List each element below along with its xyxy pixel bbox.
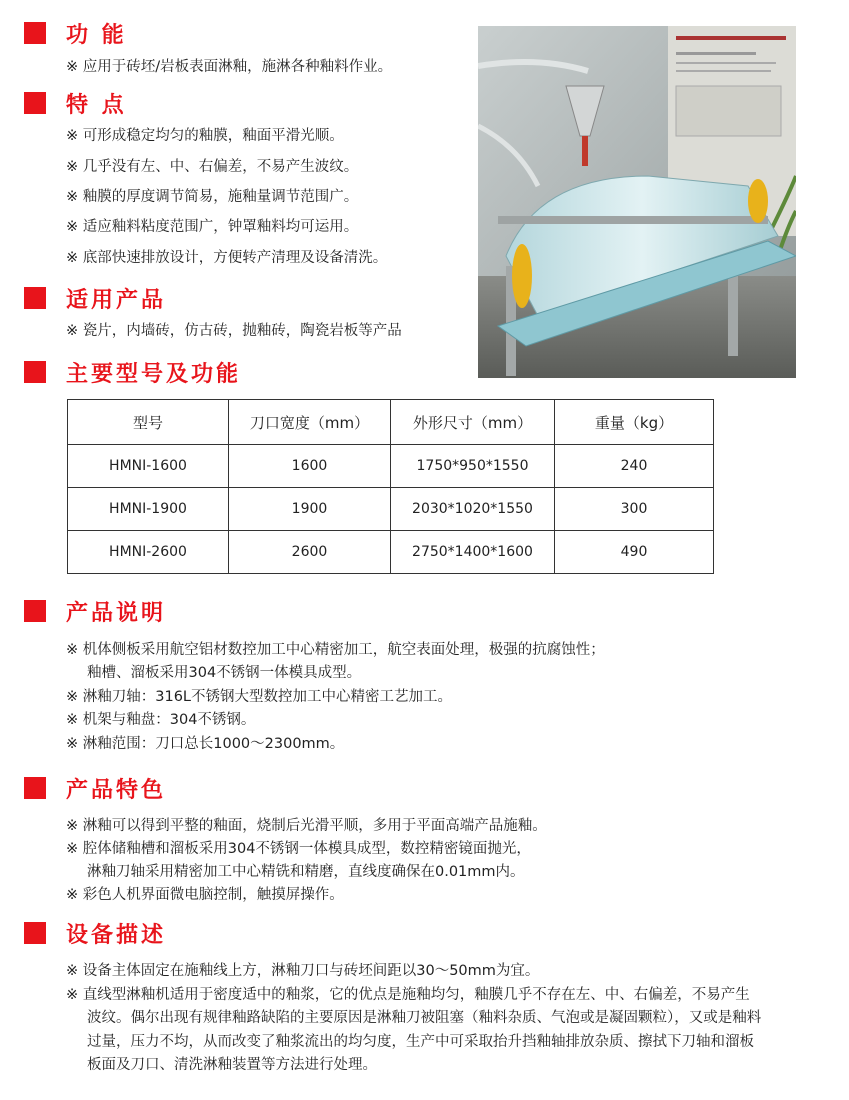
table-cell: 490 bbox=[555, 531, 714, 574]
table-cell: 2600 bbox=[229, 531, 391, 574]
description-line: ※ 机体侧板采用航空铝材数控加工中心精密加工，航空表面处理，极强的抗腐蚀性； bbox=[66, 642, 605, 658]
section-heading-function bbox=[24, 18, 127, 48]
description-line: ※ 机架与釉盘：304不锈钢。 bbox=[66, 712, 256, 728]
section-heading-description bbox=[24, 596, 166, 626]
red-square-marker bbox=[24, 361, 46, 383]
table-cell: 2750*1400*1600 bbox=[391, 531, 555, 574]
description-line: 釉槽、溜板采用304不锈钢一体模具成型。 bbox=[87, 665, 362, 681]
feature-line: ※ 可形成稳定均匀的釉膜，釉面平滑光顺。 bbox=[66, 128, 344, 144]
equipment-line: 板面及刀口、清洗淋釉装置等方法进行处理。 bbox=[87, 1057, 377, 1073]
section-heading-characteristics bbox=[24, 773, 166, 803]
section-heading-applicable bbox=[24, 283, 166, 313]
section-title: 功 能 bbox=[66, 22, 127, 48]
feature-line: ※ 几乎没有左、中、右偏差，不易产生波纹。 bbox=[66, 159, 359, 175]
table-cell: 1600 bbox=[229, 445, 391, 488]
section-title: 适用产品 bbox=[66, 287, 167, 313]
function-line: ※ 应用于砖坯/岩板表面淋釉，施淋各种釉料作业。 bbox=[66, 59, 393, 75]
table-cell: 1900 bbox=[229, 488, 391, 531]
equipment-line: 波纹。偶尔出现有规律釉路缺陷的主要原因是淋釉刀被阻塞（釉料杂质、气泡或是凝固颗粒），又或是釉料 bbox=[87, 1010, 762, 1026]
table-header-cell: 刀口宽度（mm） bbox=[229, 400, 391, 445]
table-cell: HMNI-1900 bbox=[68, 488, 229, 531]
table-header-cell: 重量（kg） bbox=[555, 400, 714, 445]
feature-line: ※ 底部快速排放设计，方便转产清理及设备清洗。 bbox=[66, 250, 388, 266]
description-line: ※ 淋釉范围：刀口总长1000～2300mm。 bbox=[66, 736, 345, 752]
table-row bbox=[68, 445, 714, 488]
table-row bbox=[68, 488, 714, 531]
table-header-row bbox=[68, 400, 714, 445]
table-header-cell: 外形尺寸（mm） bbox=[391, 400, 555, 445]
table-cell: 240 bbox=[555, 445, 714, 488]
table-header-cell: 型号 bbox=[68, 400, 229, 445]
product-photo bbox=[478, 26, 796, 378]
red-square-marker bbox=[24, 287, 46, 309]
section-heading-equipment bbox=[24, 918, 166, 948]
glaze-machine-illustration bbox=[478, 26, 796, 378]
red-square-marker bbox=[24, 600, 46, 622]
table-cell: 2030*1020*1550 bbox=[391, 488, 555, 531]
red-square-marker bbox=[24, 92, 46, 114]
feature-line: ※ 釉膜的厚度调节简易，施釉量调节范围广。 bbox=[66, 189, 359, 205]
section-heading-models bbox=[24, 357, 241, 387]
table-row bbox=[68, 531, 714, 574]
table-cell: 300 bbox=[555, 488, 714, 531]
red-square-marker bbox=[24, 22, 46, 44]
section-title: 设备描述 bbox=[66, 922, 167, 948]
table-cell: 1750*950*1550 bbox=[391, 445, 555, 488]
red-square-marker bbox=[24, 777, 46, 799]
equipment-line: ※ 直线型淋釉机适用于密度适中的釉浆，它的优点是施釉均匀，釉膜几乎不存在左、中、右偏差，不易产生 bbox=[66, 987, 750, 1003]
table-cell: HMNI-2600 bbox=[68, 531, 229, 574]
description-line: ※ 淋釉刀轴：316L不锈钢大型数控加工中心精密工艺加工。 bbox=[66, 689, 453, 705]
section-title: 产品说明 bbox=[66, 600, 167, 626]
feature-line: ※ 适应釉料粘度范围广，钟罩釉料均可运用。 bbox=[66, 219, 359, 235]
table-cell: HMNI-1600 bbox=[68, 445, 229, 488]
section-title: 主要型号及功能 bbox=[66, 361, 242, 387]
section-title: 产品特色 bbox=[66, 777, 167, 803]
equipment-line: 过量，压力不均，从而改变了釉浆流出的均匀度，生产中可采取抬升挡釉轴排放杂质、擦拭下刀轴和溜板 bbox=[87, 1034, 754, 1050]
characteristic-line: 淋釉刀轴采用精密加工中心精铣和精磨，直线度确保在0.01mm内。 bbox=[87, 864, 525, 880]
section-title: 特 点 bbox=[66, 92, 127, 118]
section-heading-features bbox=[24, 88, 127, 118]
characteristic-line: ※ 淋釉可以得到平整的釉面，烧制后光滑平顺，多用于平面高端产品施釉。 bbox=[66, 818, 547, 834]
model-spec-table bbox=[67, 399, 714, 574]
applicable-line: ※ 瓷片，内墙砖，仿古砖，抛釉砖，陶瓷岩板等产品 bbox=[66, 323, 402, 339]
red-square-marker bbox=[24, 922, 46, 944]
characteristic-line: ※ 腔体储釉槽和溜板采用304不锈钢一体模具成型，数控精密镜面抛光， bbox=[66, 841, 531, 857]
characteristic-line: ※ 彩色人机界面微电脑控制，触摸屏操作。 bbox=[66, 887, 344, 903]
equipment-line: ※ 设备主体固定在施釉线上方，淋釉刀口与砖坯间距以30～50mm为宜。 bbox=[66, 963, 540, 979]
